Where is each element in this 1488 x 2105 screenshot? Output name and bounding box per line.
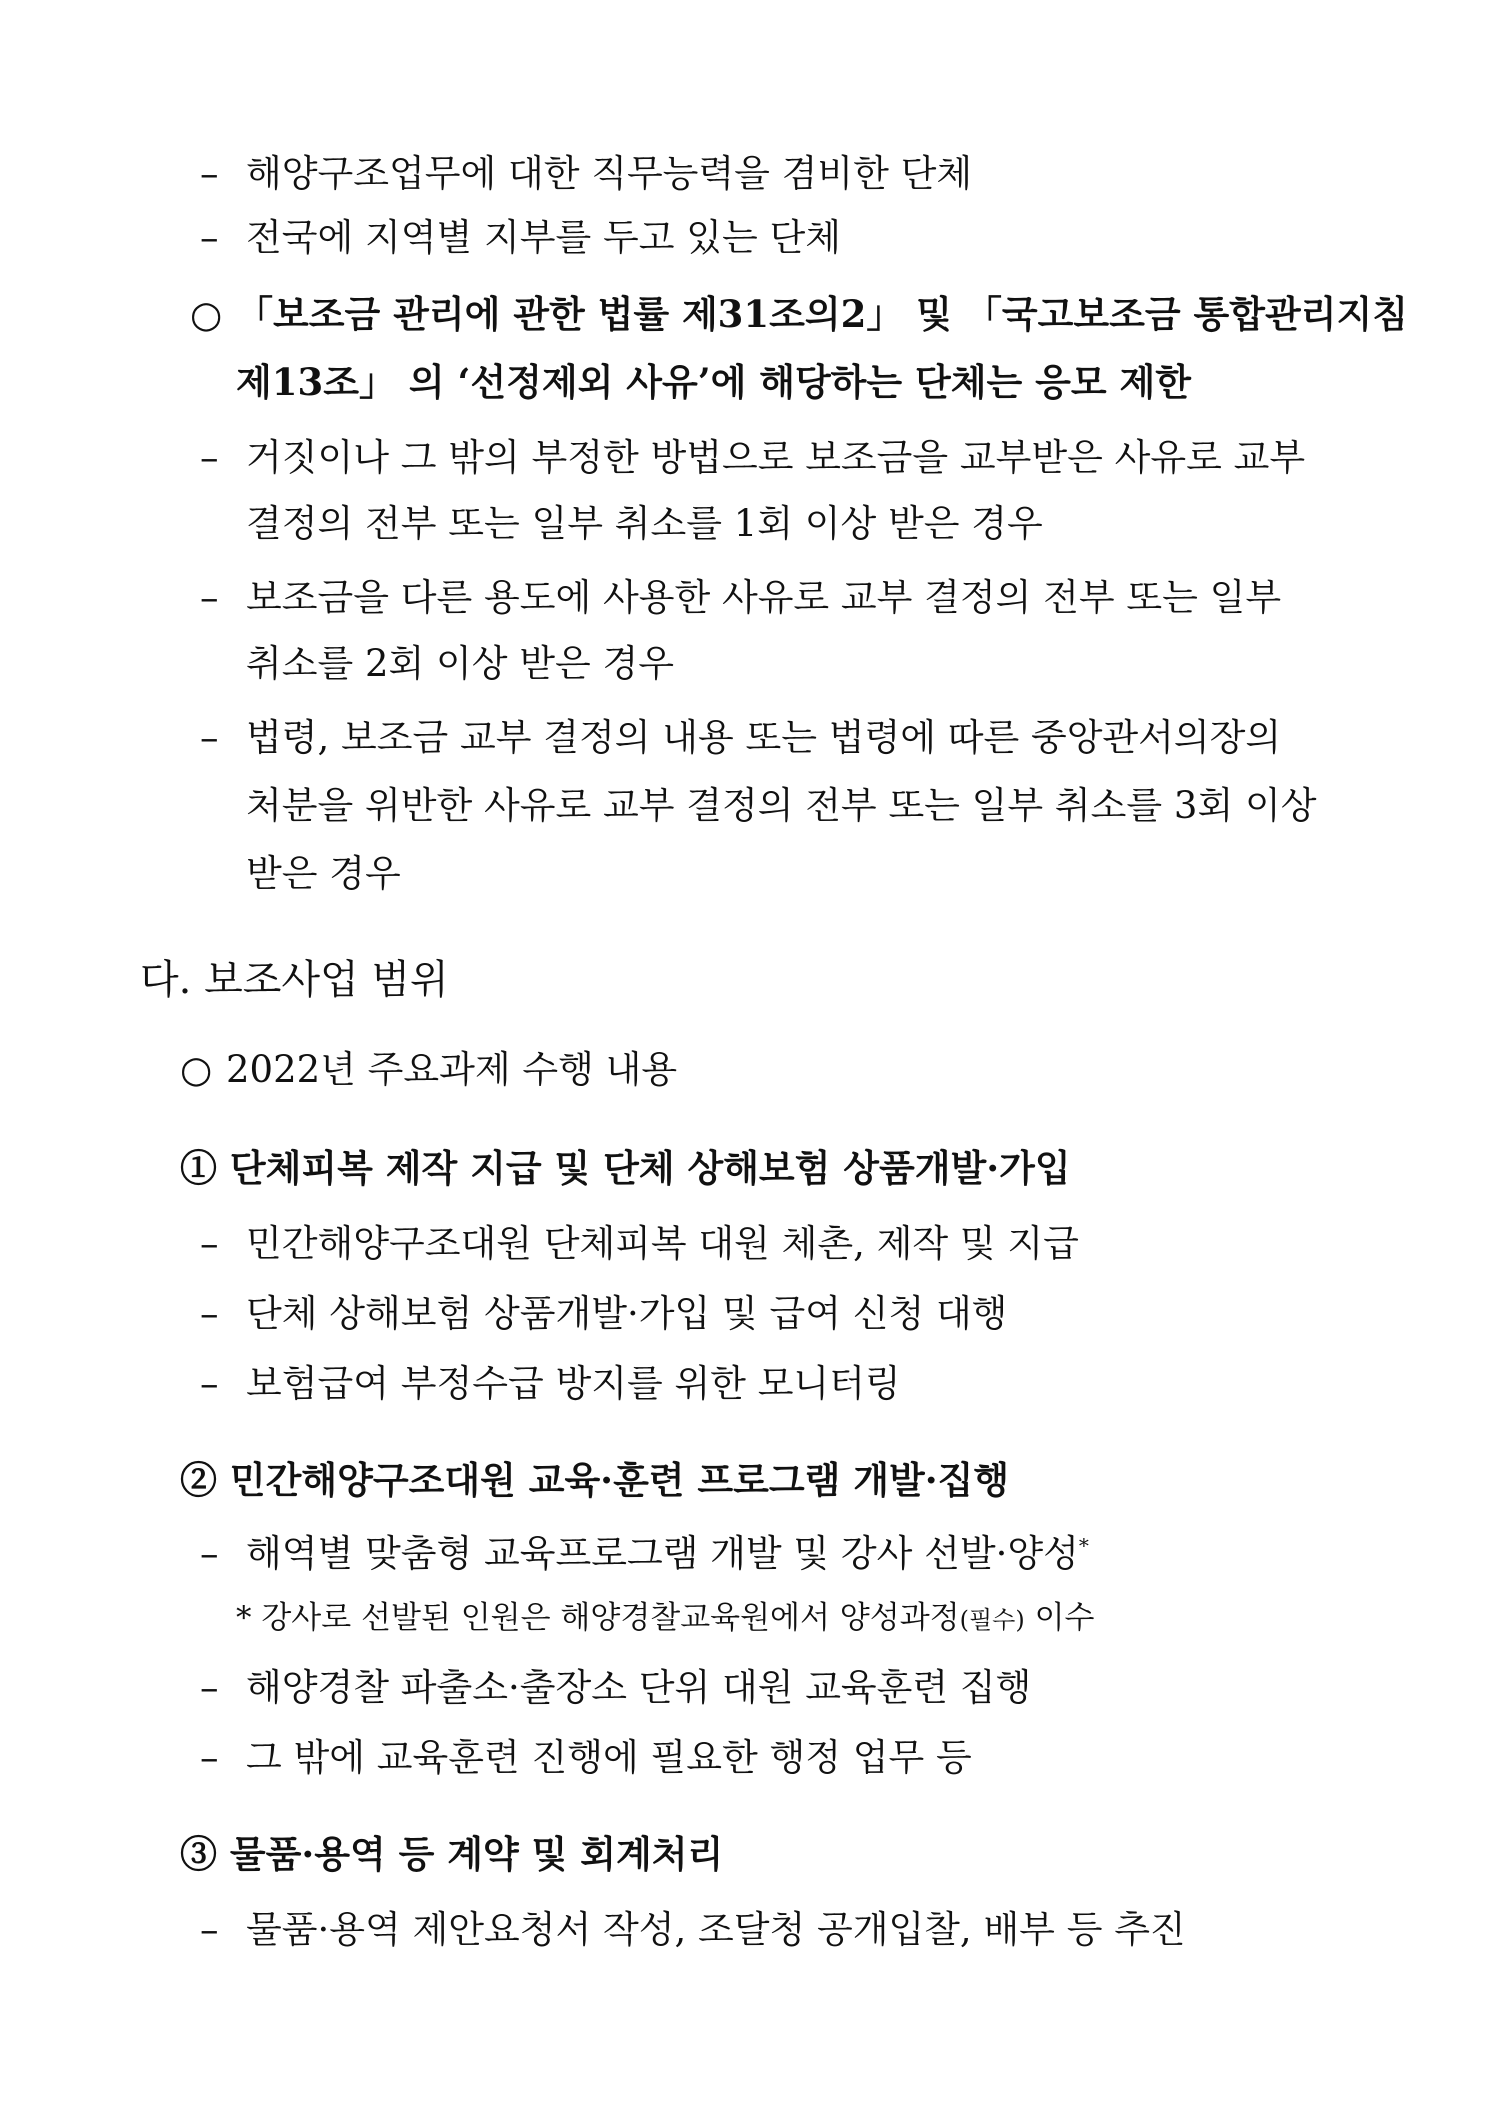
dash-marker: – bbox=[200, 1532, 219, 1575]
dash-marker: – bbox=[200, 1908, 219, 1951]
exclusion-item-text: 취소를 2회 이상 받은 경우 bbox=[246, 642, 675, 685]
task-item-text: 해양경찰 파출소·출장소 단위 대원 교육훈련 집행 bbox=[246, 1666, 1032, 1709]
dash-marker: – bbox=[200, 1292, 219, 1335]
exclusion-item-continued bbox=[246, 850, 401, 898]
note-text: * 강사로 선발된 인원은 해양경찰교육원에서 양성과정 bbox=[236, 1600, 960, 1636]
task-item-text: 해역별 맞춤형 교육프로그램 개발 및 강사 선발·양성 bbox=[246, 1532, 1079, 1575]
exclusion-item bbox=[200, 714, 1281, 762]
exclusion-item-continued bbox=[246, 640, 674, 688]
exclusion-text: 제13조」 의 ‘선정제외 사유’에 해당하는 단체는 응모 제한 bbox=[236, 360, 1192, 404]
dash-marker: – bbox=[200, 1222, 219, 1265]
exclusion-item bbox=[200, 434, 1305, 482]
exclusion-item bbox=[200, 574, 1281, 622]
task-3-title bbox=[180, 1830, 723, 1878]
exclusion-line-2 bbox=[236, 358, 1191, 406]
exclusion-item-continued bbox=[246, 782, 1316, 830]
task-3-item bbox=[200, 1906, 1186, 1954]
scope-subtitle-text: 2022년 주요과제 수행 내용 bbox=[226, 1048, 678, 1091]
dash-marker: – bbox=[200, 1362, 219, 1405]
task-item-text: 보험급여 부정수급 방지를 위한 모니터링 bbox=[246, 1362, 901, 1405]
section-heading-text: 다. 보조사업 범위 bbox=[140, 957, 449, 1003]
task-2-note bbox=[236, 1594, 1094, 1644]
dash-marker: – bbox=[200, 1736, 219, 1779]
dash-marker: – bbox=[200, 1666, 219, 1709]
exclusion-item-text: 처분을 위반한 사유로 교부 결정의 전부 또는 일부 취소를 3회 이상 bbox=[246, 784, 1317, 827]
exclusion-item-text: 거짓이나 그 밖의 부정한 방법으로 보조금을 교부받은 사유로 교부 bbox=[246, 436, 1306, 479]
note-paren-text: (필수) bbox=[959, 1606, 1025, 1634]
task-item-text: 물품·용역 제안요청서 작성, 조달청 공개입찰, 배부 등 추진 bbox=[246, 1908, 1186, 1951]
exclusion-item-text: 결정의 전부 또는 일부 취소를 1회 이상 받은 경우 bbox=[246, 502, 1043, 545]
dash-marker: – bbox=[200, 576, 219, 619]
circle-bullet-icon: ○ bbox=[180, 1048, 213, 1091]
task-item-text: 그 밖에 교육훈련 진행에 필요한 행정 업무 등 bbox=[246, 1736, 972, 1779]
task-item-text: 민간해양구조대원 단체피복 대원 체촌, 제작 및 지급 bbox=[246, 1222, 1079, 1265]
task-title-text: ③ 물품·용역 등 계약 및 회계처리 bbox=[180, 1832, 724, 1876]
exclusion-item-text: 보조금을 다른 용도에 사용한 사유로 교부 결정의 전부 또는 일부 bbox=[246, 576, 1282, 619]
task-title-text: ② 민간해양구조대원 교육·훈련 프로그램 개발·집행 bbox=[180, 1458, 1010, 1502]
criteria-item bbox=[200, 150, 972, 198]
task-item-text: 단체 상해보험 상품개발·가입 및 급여 신청 대행 bbox=[246, 1292, 1008, 1335]
footnote-marker: * bbox=[1078, 1533, 1089, 1558]
exclusion-line-1 bbox=[190, 290, 1408, 338]
task-2-item bbox=[200, 1664, 1031, 1712]
task-1-item bbox=[200, 1360, 901, 1408]
circle-bullet-icon: ○ bbox=[190, 292, 223, 336]
exclusion-text: 「보조금 관리에 관한 법률 제31조의2」 및 「국고보조금 통합관리지침 bbox=[236, 292, 1408, 336]
criteria-item bbox=[200, 214, 841, 262]
task-1-item bbox=[200, 1290, 1007, 1338]
task-title-text: ① 단체피복 제작 지급 및 단체 상해보험 상품개발·가입 bbox=[180, 1146, 1071, 1190]
criteria-text: 해양구조업무에 대한 직무능력을 겸비한 단체 bbox=[246, 152, 973, 195]
dash-marker: – bbox=[200, 716, 219, 759]
exclusion-item-continued bbox=[246, 500, 1043, 548]
task-2-item bbox=[200, 1734, 972, 1782]
task-2-title bbox=[180, 1456, 1009, 1504]
exclusion-item-text: 법령, 보조금 교부 결정의 내용 또는 법령에 따른 중앙관서의장의 bbox=[246, 716, 1282, 759]
section-heading bbox=[140, 956, 449, 1004]
note-text: 이수 bbox=[1034, 1600, 1095, 1636]
task-2-item bbox=[200, 1530, 1089, 1578]
dash-marker: – bbox=[200, 152, 219, 195]
scope-subtitle bbox=[180, 1046, 677, 1094]
task-1-item bbox=[200, 1220, 1079, 1268]
task-1-title bbox=[180, 1144, 1071, 1192]
dash-marker: – bbox=[200, 216, 219, 259]
exclusion-item-text: 받은 경우 bbox=[246, 852, 401, 895]
dash-marker: – bbox=[200, 436, 219, 479]
criteria-text: 전국에 지역별 지부를 두고 있는 단체 bbox=[246, 216, 841, 259]
